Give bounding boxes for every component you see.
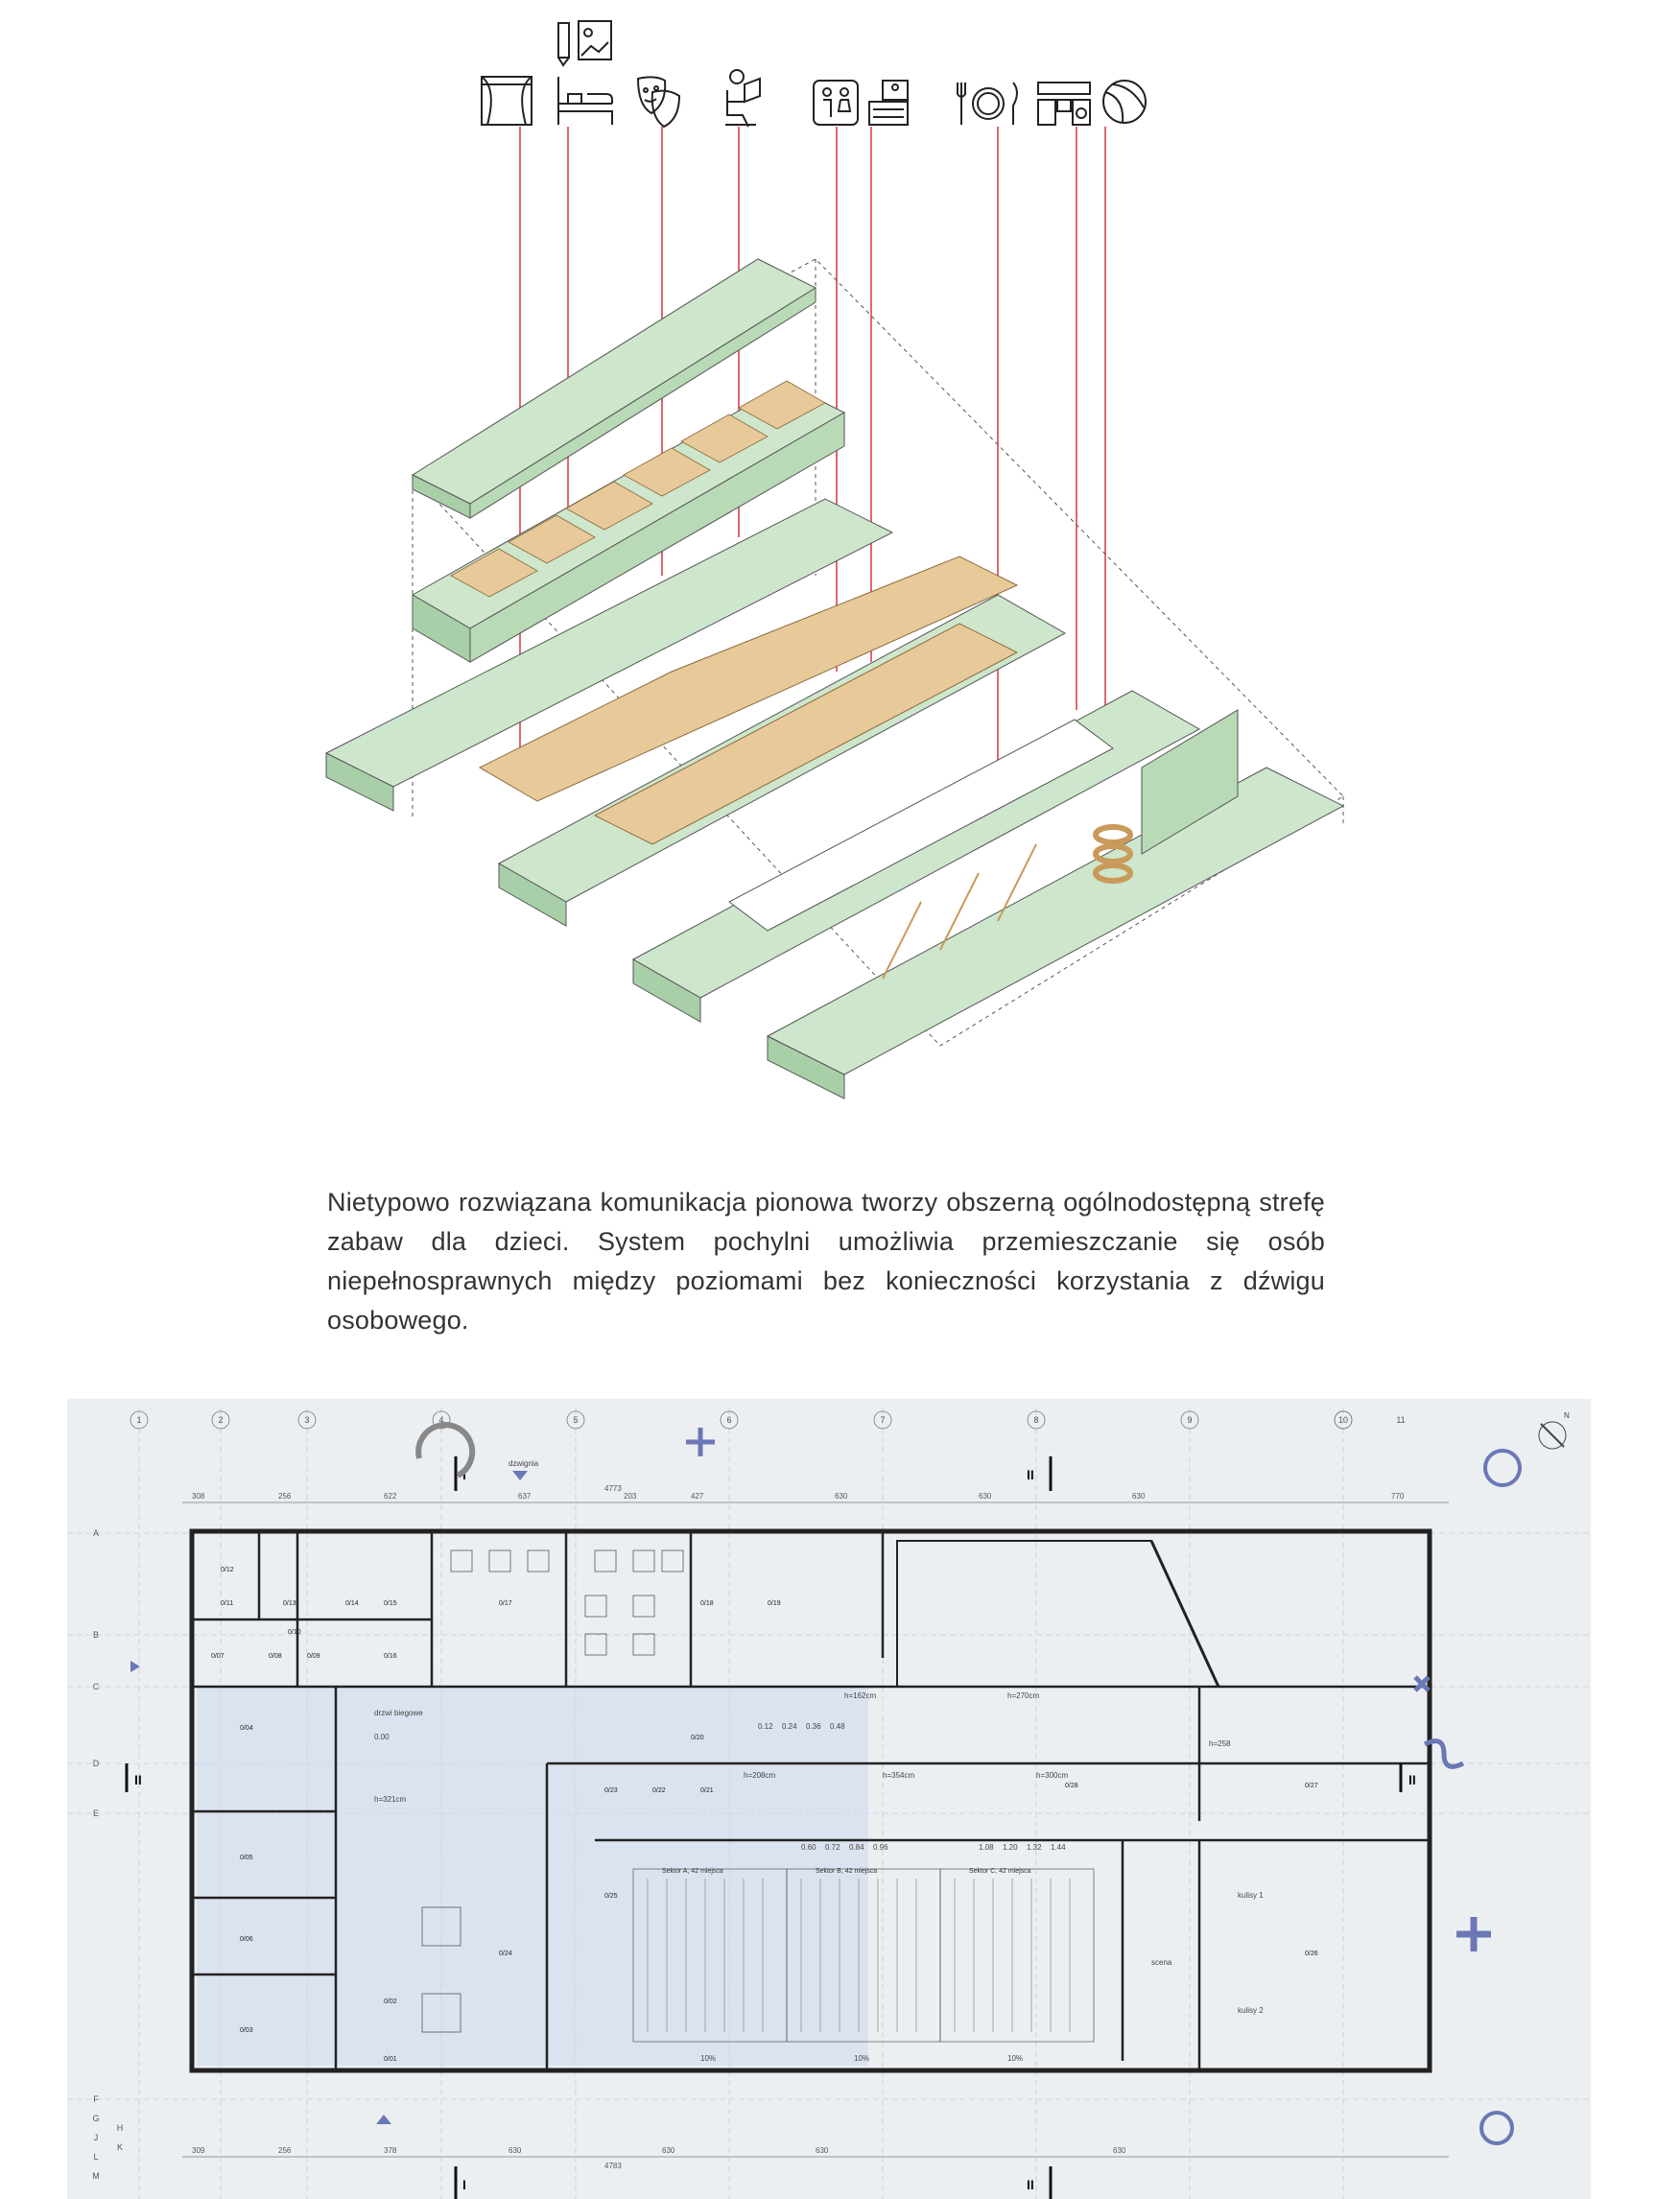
room-label: 0/12 [221,1567,234,1573]
dimension: 256 [278,1492,292,1501]
dimension: 630 [1132,1492,1146,1501]
north-label: N [1564,1411,1570,1420]
dimension: 637 [518,1492,532,1501]
dimension: 308 [192,1492,205,1501]
height-note: h=208cm [744,1771,776,1780]
entrance-arrow [130,1661,140,1672]
row-M: M [92,2171,100,2181]
row-axis-labels [92,1528,123,2181]
room-label: 0/03 [240,2027,253,2034]
row-B: B [92,1630,100,1640]
description-caption: Nietypowo rozwiązana komunikacja pionowa tworzy obszerną ogólnodostępną strefę zabaw dla dzieci. System pochylni umożliwia przemieszczanie się osób niepełnosprawnych między poziomami bez konieczności korzystania z dźwigu osobowego. [327,1188,1325,1335]
dimension: 630 [835,1492,848,1501]
dimension: 256 [278,2146,292,2155]
level-value: 0.60 [801,1843,816,1852]
section-mark-II-right: II [1408,1772,1416,1787]
level-value: 1.20 [1003,1843,1018,1852]
level-value: 0.00 [374,1733,390,1741]
level-value: 0.24 [782,1722,797,1731]
row-J: J [93,2133,99,2142]
room-label: 0/25 [604,1893,618,1900]
room-label: 0/26 [1305,1951,1318,1957]
row-F: F [93,2094,99,2104]
room-label: 0/07 [211,1653,225,1660]
dimension: 309 [192,2146,205,2155]
height-note: h=354cm [883,1771,915,1780]
dimension: 630 [662,2146,675,2155]
room-label: 0/05 [240,1855,253,1861]
dimension: 203 [624,1492,637,1501]
dimension: 4783 [604,2162,622,2170]
axis-1: 1 [136,1415,142,1425]
top-dimensions [192,1484,1405,1501]
room-label: 0/13 [283,1600,296,1607]
row-C: C [92,1682,100,1691]
room-label: 0/24 [499,1951,512,1957]
room-label: 0/04 [240,1725,253,1732]
room-label: 0/15 [384,1600,397,1607]
axis-8: 8 [1033,1415,1039,1425]
room-label: 0/27 [1305,1783,1318,1789]
column-axis-markers [130,1411,1352,1429]
axis-6: 6 [726,1415,732,1425]
height-note: h=300cm [1036,1771,1069,1780]
sector-c-label: Sektor C, 42 miejsca [969,1868,1031,1875]
room-label: 0/02 [384,1998,397,2005]
door-note: drzwi biegowe [374,1709,423,1717]
axis-9: 9 [1187,1415,1193,1425]
level-value: 0.84 [849,1843,864,1852]
row-H: H [116,2123,124,2133]
entrance-arrow [376,2115,391,2124]
axis-11: 11 [1396,1415,1406,1425]
section-mark-I-top: I [462,1467,466,1482]
section-mark-I-bottom: I [462,2177,466,2192]
dimension: 630 [1113,2146,1126,2155]
room-label: 0/17 [499,1600,512,1607]
playground-label: dzwignia [509,1459,539,1468]
sector-b-label: Sektor B, 42 miejsca [816,1868,878,1875]
room-label: 0/19 [768,1600,781,1607]
stage-label: scena [1151,1958,1172,1967]
dimension: 770 [1391,1492,1405,1501]
axis-10: 10 [1337,1415,1349,1425]
level-value: 0.72 [825,1843,840,1852]
row-A: A [92,1528,100,1538]
room-label: 0/28 [1065,1783,1078,1789]
room-label: 0/14 [345,1600,359,1607]
dimension: 630 [979,1492,992,1501]
row-K: K [116,2142,124,2152]
ramp-slope-label: 10% [700,2054,717,2063]
level-value: 1.32 [1027,1843,1042,1852]
level-value: 0.12 [758,1722,773,1731]
dimension: 630 [509,2146,522,2155]
room-label: 0/21 [700,1787,714,1794]
room-label: 0/08 [269,1653,282,1660]
room-label: 0/18 [700,1600,714,1607]
bottom-dimensions [192,2146,1126,2170]
height-note: h=162cm [844,1691,877,1700]
row-D: D [92,1759,100,1768]
dimension: 4773 [604,1484,622,1493]
room-label: 0/23 [604,1787,618,1794]
level-value: 1.44 [1051,1843,1066,1852]
room-label: 0/09 [307,1653,320,1660]
height-note: h=321cm [374,1795,407,1804]
axis-3: 3 [304,1415,310,1425]
section-mark-II-top: II [1027,1467,1034,1482]
room-label: 0/10 [288,1629,301,1636]
dimension: 427 [691,1492,704,1501]
axis-2: 2 [218,1415,224,1425]
level-value: 0.96 [873,1843,888,1852]
ramp-slope-label-2: 10% [854,2054,870,2063]
dimension: 622 [384,1492,397,1501]
axis-7: 7 [880,1415,886,1425]
ground-floor-plan [67,1399,1591,2199]
level-value: 0.36 [806,1722,821,1731]
height-note: h=258 [1209,1739,1231,1748]
room-label: 0/06 [240,1936,253,1943]
section-mark-II-bottom: II [1027,2177,1034,2192]
wings-1-label: kulisy 1 [1238,1891,1264,1900]
room-label: 0/01 [384,2056,397,2063]
room-label: 0/20 [691,1735,704,1741]
room-label: 0/16 [384,1653,397,1660]
section-mark-II-left: II [134,1772,142,1787]
entrance-arrow [512,1471,528,1480]
wings-2-label: kulisy 2 [1238,2006,1264,2015]
row-G: G [92,2114,100,2123]
ramp-slope-label-3: 10% [1007,2054,1024,2063]
dimension: 378 [384,2146,397,2155]
row-E: E [92,1809,100,1818]
height-note: h=270cm [1007,1691,1040,1700]
sector-a-label: Sektor A, 42 miejsca [662,1868,723,1875]
room-label: 0/11 [221,1600,234,1607]
dimension: 630 [816,2146,829,2155]
room-label: 0/22 [652,1787,666,1794]
level-value: 1.08 [979,1843,994,1852]
north-compass [1539,1422,1566,1449]
axis-5: 5 [573,1415,579,1425]
row-L: L [93,2152,99,2162]
axis-4: 4 [438,1415,444,1425]
level-value: 0.48 [830,1722,845,1731]
